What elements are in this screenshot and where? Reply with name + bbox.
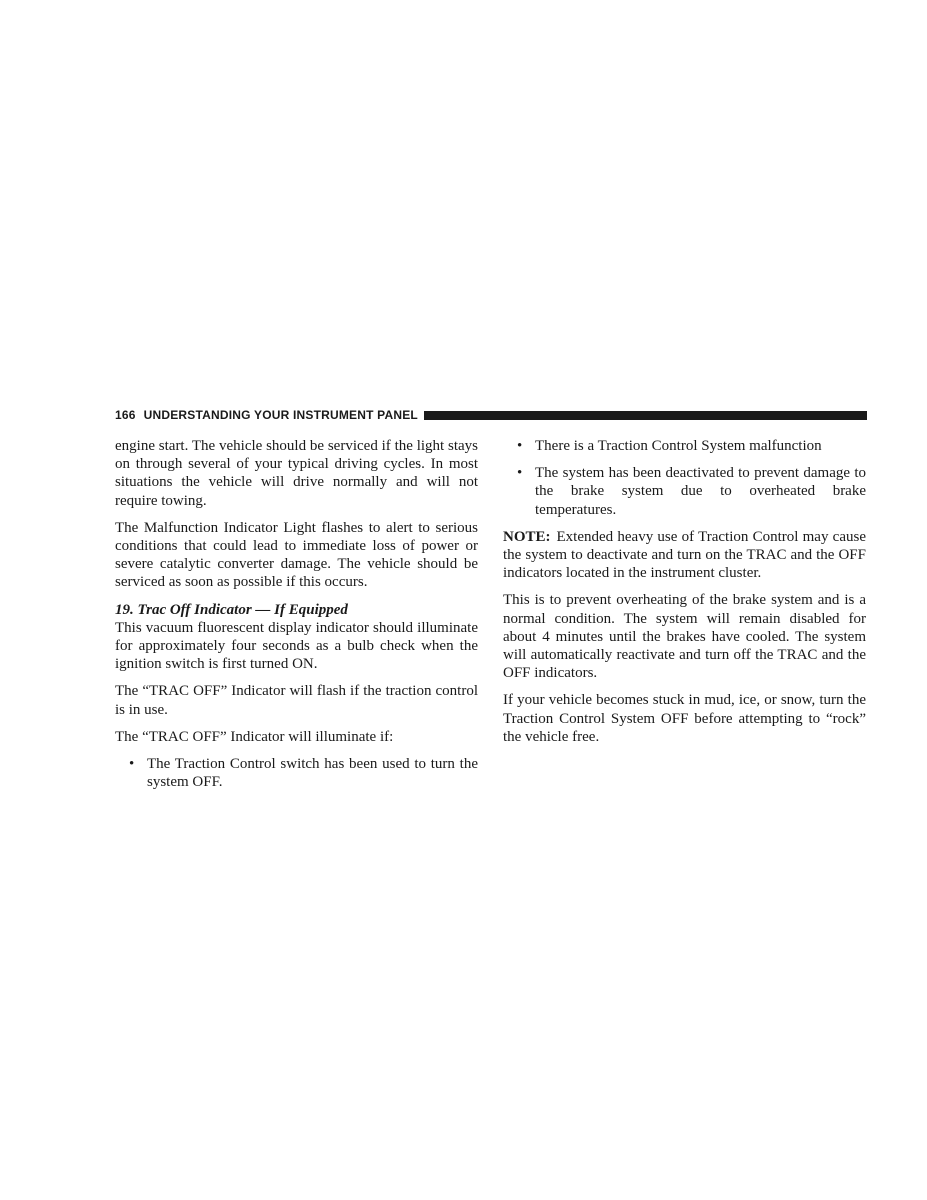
- list-item: [115, 755, 478, 791]
- header-rule: [424, 411, 867, 420]
- left-column: [115, 437, 478, 800]
- bullet-icon: •: [129, 756, 135, 773]
- paragraph-engine-start: engine start. The vehicle should be serviced if the light stays on through several of your typical driving cycles. In most situations the vehicle will drive normally and will not require towing.: [115, 438, 478, 509]
- right-column: [503, 437, 866, 755]
- list-item-text: The system has been deactivated to prevent damage to the brake system due to overheated brake temperatures.: [535, 465, 866, 518]
- list-item: [503, 437, 866, 455]
- page-header: [115, 407, 867, 423]
- list-item-text: The Traction Control switch has been used to turn the system OFF.: [147, 756, 478, 791]
- paragraph-overheating: This is to prevent overheating of the brake system and is a normal condition. The system will remain disabled for about 4 minutes until the brakes have cooled. The system will automatically reactivate and turn off the TRAC and the OFF indicators.: [503, 592, 866, 682]
- paragraph-mil-flashes: The Malfunction Indicator Light flashes to alert to serious conditions that could lead to immediate loss of power or severe catalytic converter damage. The vehicle should be serviced as soon as possible if this occurs.: [115, 519, 478, 591]
- section-heading-trac-off: 19. Trac Off Indicator — If Equipped: [115, 601, 348, 618]
- bullet-icon: •: [517, 465, 523, 482]
- page-number: 166: [115, 408, 136, 422]
- paragraph-vfd-indicator: This vacuum fluorescent display indicator should illuminate for approximately four seconds as a bulb check when the ignition switch is first turned ON.: [115, 619, 478, 673]
- list-item: [503, 464, 866, 519]
- note-text: Extended heavy use of Traction Control may cause the system to deactivate and turn on the TRAC and the OFF indicators located in the instrument cluster.: [503, 528, 866, 582]
- paragraph-stuck-vehicle: If your vehicle becomes stuck in mud, ice, or snow, turn the Traction Control System OFF before attempting to “rock” the vehicle free.: [503, 692, 866, 745]
- section-title: UNDERSTANDING YOUR INSTRUMENT PANEL: [143, 408, 418, 422]
- bullet-icon: •: [517, 438, 523, 454]
- list-item-text: There is a Traction Control System malfunction: [535, 438, 822, 454]
- note-paragraph: [503, 528, 866, 583]
- paragraph-trac-off-illuminate: The “TRAC OFF” Indicator will illuminate if:: [115, 728, 394, 745]
- paragraph-trac-off-flash: The “TRAC OFF” Indicator will flash if the traction control is in use.: [115, 683, 478, 718]
- note-label: NOTE:: [503, 528, 551, 545]
